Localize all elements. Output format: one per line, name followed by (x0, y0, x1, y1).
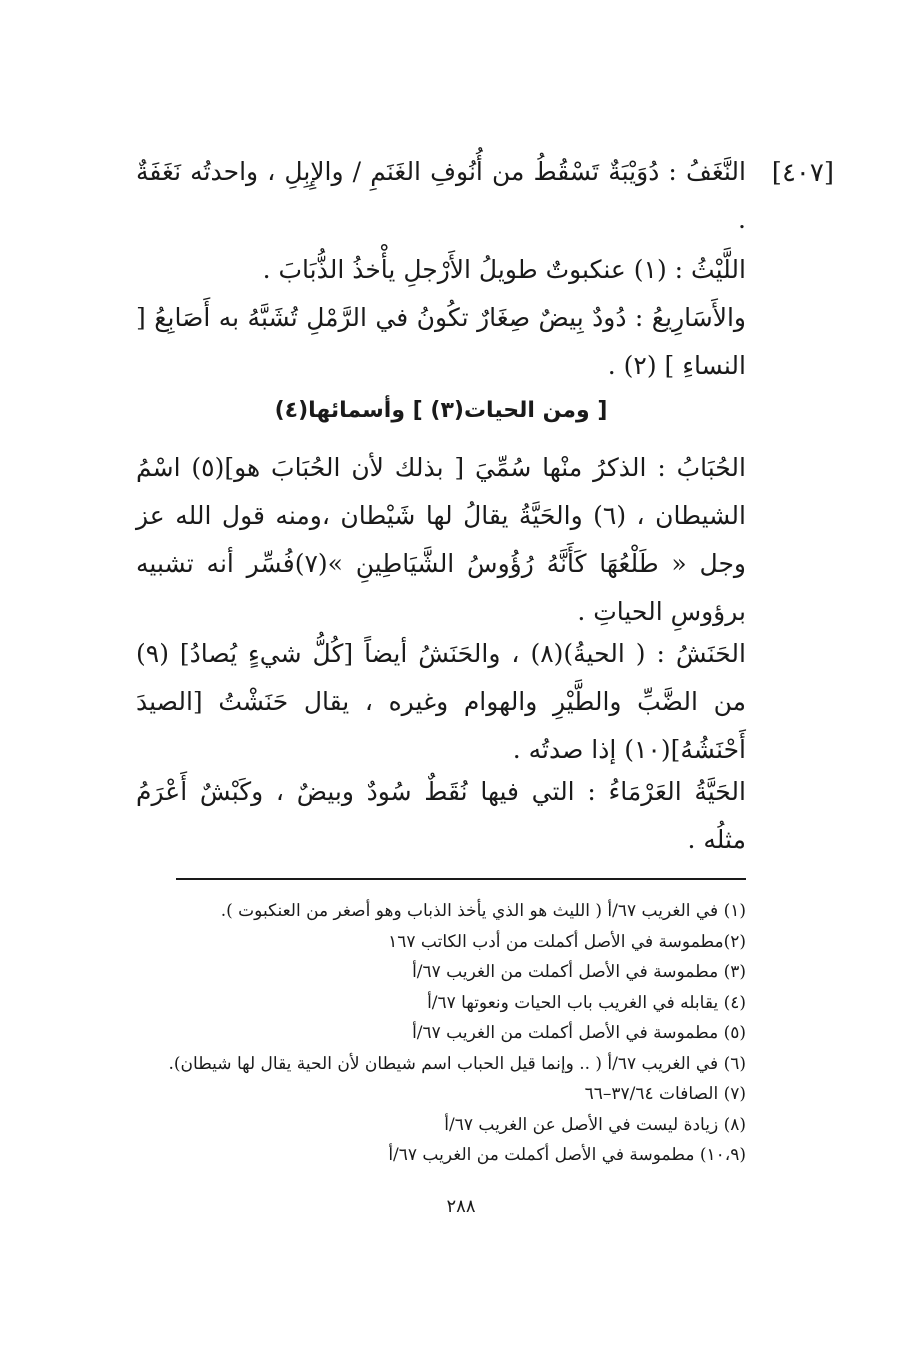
page-number: ٢٨٨ (446, 1196, 476, 1217)
footnote-item: (١٠،٩) مطموسة في الأصل أكملت من الغريب ٦٧/أ (388, 1145, 746, 1165)
paragraph-text: النَّغَفُ : دُوَيْبَةٌ تَسْقُطُ من أُنُوفِ الغَنَمِ / والإِبِلِ ، واحدتُه نَغَفَةٌ . (136, 157, 746, 234)
footnote-item: (٤) يقابله في الغريب باب الحيات ونعوتها ٦٧/أ (427, 992, 746, 1013)
footnote-item: (٣) مطموسة في الأصل أكملت من الغريب ٦٧/أ (412, 962, 746, 982)
footnote-item: (١) في الغريب ٦٧/أ ( الليث هو الذي يأخذ الذباب وهو أصغر من العنكبوت ). (220, 901, 746, 921)
entry-paragraph-hanash (136, 630, 746, 774)
paragraph-text: الحَيَّةُ العَرْمَاءُ : التي فيها نُقَطٌ سُودٌ وبيضٌ ، وكَبْشٌ أَعْرَمُ مثلُه . (136, 777, 746, 854)
entry-paragraph-arma (136, 768, 746, 864)
paragraph-text: والأَسَارِيعُ : دُودٌ بِيضٌ صِغَارٌ تكُونُ في الرَّمْلِ تُشَبَّهُ به أَصَابِعُ [ النساءِ ] (٢) . (136, 303, 746, 380)
footnote-item: (٧) الصافات ٣٧/٦٤–٦٦ (584, 1084, 746, 1104)
section-heading: [ ومن الحيات(٣) ] وأسمائها(٤) (274, 398, 608, 423)
paragraph-text: الحَنَشُ : ( الحيةُ)(٨) ، والحَنَشُ أيضاً [كُلُّ شيءٍ يُصادُ] (٩) من الضَّبِّ والطَّيْرِ والهوام وغيره ، يقال حَنَشْتُ [الصيدَ أَحْنَشُهُ](١٠) إذا صدتُه . (136, 639, 746, 764)
footnote-item: (٦) في الغريب ٦٧/أ ( .. وإنما قيل الحباب اسم شيطان لأن الحية يقال لها شيطان). (168, 1053, 746, 1074)
entry-paragraph-hubab (136, 444, 746, 636)
footnote-item: (٨) زيادة ليست في الأصل عن الغريب ٦٧/أ (444, 1114, 746, 1135)
footnote-item: (٢)مطموسة في الأصل أكملت من أدب الكاتب ١٦٧ (388, 931, 746, 952)
entry-paragraphs-layth-asari (136, 246, 746, 390)
paragraph-text: الحُبَابُ : الذكرُ منْها سُمِّيَ [ بذلك لأن الحُبَابَ هو](٥) اسْمُ الشيطان ، (٦) والحَيَّةُ يقالُ لها شَيْطان ،ومنه قول الله عز وجل « طَلْعُهَا كَأَنَّهُ رُؤُوسُ الشَّيَاطِينِ »(٧)فُسِّر أنه تشبيه برؤوسِ الحياتِ . (136, 453, 746, 626)
entry-paragraph-nagaf (136, 148, 746, 244)
footnote-item: (٥) مطموسة في الأصل أكملت من الغريب ٦٧/أ (412, 1023, 746, 1043)
footnote-divider (176, 878, 746, 880)
paragraph-text: اللَّيْثُ : (١) عنكبوتٌ طويلُ الأَرْجلِ يأْخذُ الذُّبَابَ . (262, 255, 746, 284)
entry-number: [٤٠٧] (771, 158, 834, 188)
footnotes (136, 896, 746, 1171)
